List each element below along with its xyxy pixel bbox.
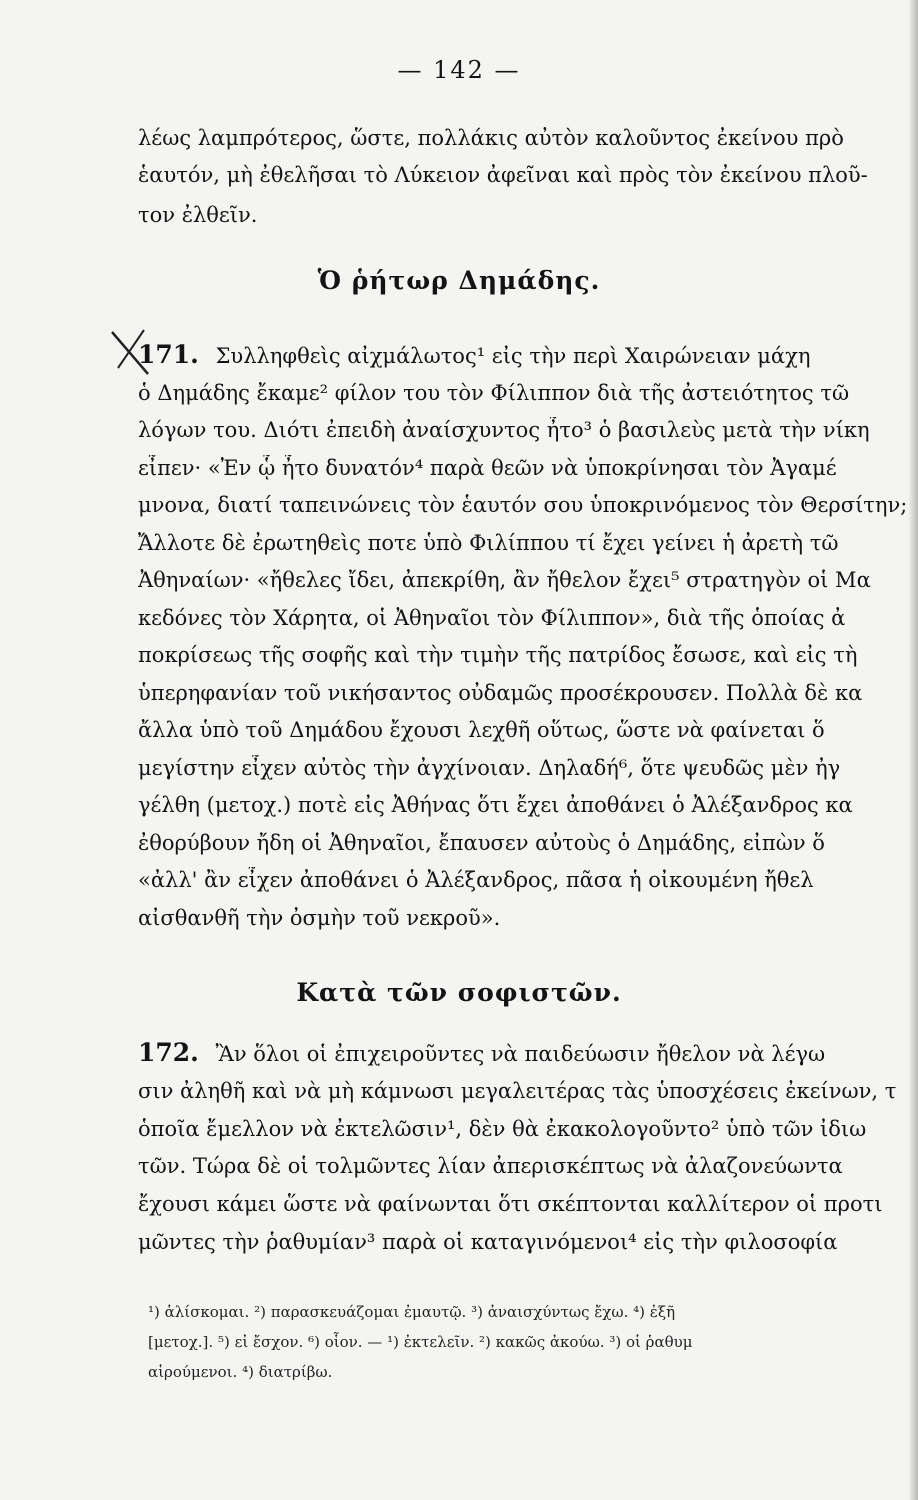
text-line: γέλθη (μετοχ.) ποτὲ εἰς Ἀθήνας ὅτι ἔχει ἀποθάνει ὁ Ἀλέξανδρος κα [138, 793, 853, 817]
text-line: Ἂν ὅλοι οἱ ἐπιχειροῦντες νὰ παιδεύωσιν ἤθελον νὰ λέγω [215, 1042, 826, 1066]
text-line: ἄλλα ὑπὸ τοῦ Δημάδου ἔχουσι λεχθῆ οὕτως, ὥστε νὰ φαίνεται ὅ [138, 718, 825, 742]
page-edge-shadow [908, 0, 918, 1500]
text-line: λόγων του. Διότι ἐπειδὴ ἀναίσχυντος ἦτο³ ὁ βασιλεὺς μετὰ τὴν νίκη [138, 418, 870, 442]
text-line: ἐθορύβουν ἤδη οἱ Ἀθηναῖοι, ἔπαυσεν αὐτοὺς ὁ Δημάδης, εἰπὼν ὅ [138, 831, 825, 855]
footnote-line: ¹) ἁλίσκομαι. ²) παρασκευάζομαι ἐμαυτῷ. ³) ἀναισχύντως ἔχω. ⁴) ἐξῆ [148, 1303, 676, 1321]
text-line: μεγίστην εἶχεν αὐτὸς τὴν ἀγχίνοιαν. Δηλαδή⁶, ὅτε ψευδῶς μὲν ἠγ [138, 756, 841, 780]
text-line: ὁποῖα ἔμελλον νὰ ἐκτελῶσιν¹, δὲν θὰ ἐκακολογοῦντο² ὑπὸ τῶν ἰδιω [138, 1117, 867, 1141]
text-line: κεδόνες τὸν Χάρητα, οἱ Ἀθηναῖοι τὸν Φίλιππον», διὰ τῆς ὁποίας ἀ [138, 606, 846, 630]
text-line: ποκρίσεως τῆς σοφῆς καὶ τὴν τιμὴν τῆς πατρίδος ἔσωσε, καὶ εἰς τὴ [138, 643, 858, 667]
section-number: 172. [138, 1040, 199, 1067]
footnote-line: αἱρούμενοι. ⁴) διατρίβω. [148, 1363, 333, 1381]
text-line: τον ἐλθεῖν. [138, 203, 258, 227]
text-line: τῶν. Τώρα δὲ οἱ τολμῶντες λίαν ἀπερισκέπτως νὰ ἀλαζονεύωντα [138, 1154, 843, 1178]
page-number: — 142 — [397, 56, 521, 84]
text-line: ἑαυτόν, μὴ ἐθελῆσαι τὸ Λύκειον ἀφεῖναι καὶ πρὸς τὸν ἐκείνου πλοῦ- [138, 163, 868, 187]
text-line: Συλληφθεὶς αἰχμάλωτος¹ εἰς τὴν περὶ Χαιρώνειαν μάχη [215, 344, 811, 368]
text-line: λέως λαμπρότερος, ὥστε, πολλάκις αὐτὸν καλοῦντος ἐκείνου πρὸ [138, 126, 844, 150]
text-line: «ἀλλ' ἂν εἶχεν ἀποθάνει ὁ Ἀλέξανδρος, πᾶσα ἡ οἰκουμένη ἤθελ [138, 868, 814, 892]
text-line: ἔχουσι κάμει ὥστε νὰ φαίνωνται ὅτι σκέπτονται καλλίτερον οἱ προτι [138, 1192, 883, 1216]
text-line: εἶπεν· «Ἐν ᾧ ἦτο δυνατόν⁴ παρὰ θεῶν νὰ ὑποκρίνησαι τὸν Ἀγαμέ [138, 456, 837, 480]
text-line: μῶντες τὴν ῥαθυμίαν³ παρὰ οἱ καταγινόμενοι⁴ εἰς τὴν φιλοσοφία [138, 1230, 838, 1254]
footnote-line: [μετοχ.]. ⁵) εἰ ἔσχον. ⁶) οἷον. — ¹) ἐκτελεῖν. ²) κακῶς ἀκούω. ³) οἱ ῥαθυμ [148, 1333, 693, 1351]
text-line: αἰσθανθῆ τὴν ὀσμὴν τοῦ νεκροῦ». [138, 906, 501, 930]
text-line: σιν ἀληθῆ καὶ νὰ μὴ κάμνωσι μεγαλειτέρας τὰς ὑποσχέσεις ἐκείνων, τ [138, 1079, 897, 1103]
text-line: Ἄλλοτε δὲ ἐρωτηθεὶς ποτε ὑπὸ Φιλίππου τί ἔχει γείνει ἡ ἀρετὴ τῶ [138, 531, 839, 555]
section-first-line [138, 342, 810, 369]
section-first-line [138, 1040, 825, 1067]
section-heading: Ὁ ῥήτωρ Δημάδης. [317, 266, 601, 295]
section-number: 171. [138, 342, 199, 369]
text-line: μνονα, διατί ταπεινώνεις τὸν ἑαυτόν σου ὑποκρινόμενος τὸν Θερσίτην; [138, 493, 908, 517]
text-line: ὑπερηφανίαν τοῦ νικήσαντος οὐδαμῶς προσέκρουσεν. Πολλὰ δὲ κα [138, 681, 863, 705]
section-heading: Κατὰ τῶν σοφιστῶν. [296, 978, 622, 1007]
text-line: Ἀθηναίων· «ἤθελες ἴδει, ἀπεκρίθη, ἂν ἤθελον ἔχει⁵ στρατηγὸν οἱ Μα [138, 568, 871, 592]
text-line: ὁ Δημάδης ἔκαμε² φίλον του τὸν Φίλιππον διὰ τῆς ἀστειότητος τῶ [138, 381, 850, 405]
